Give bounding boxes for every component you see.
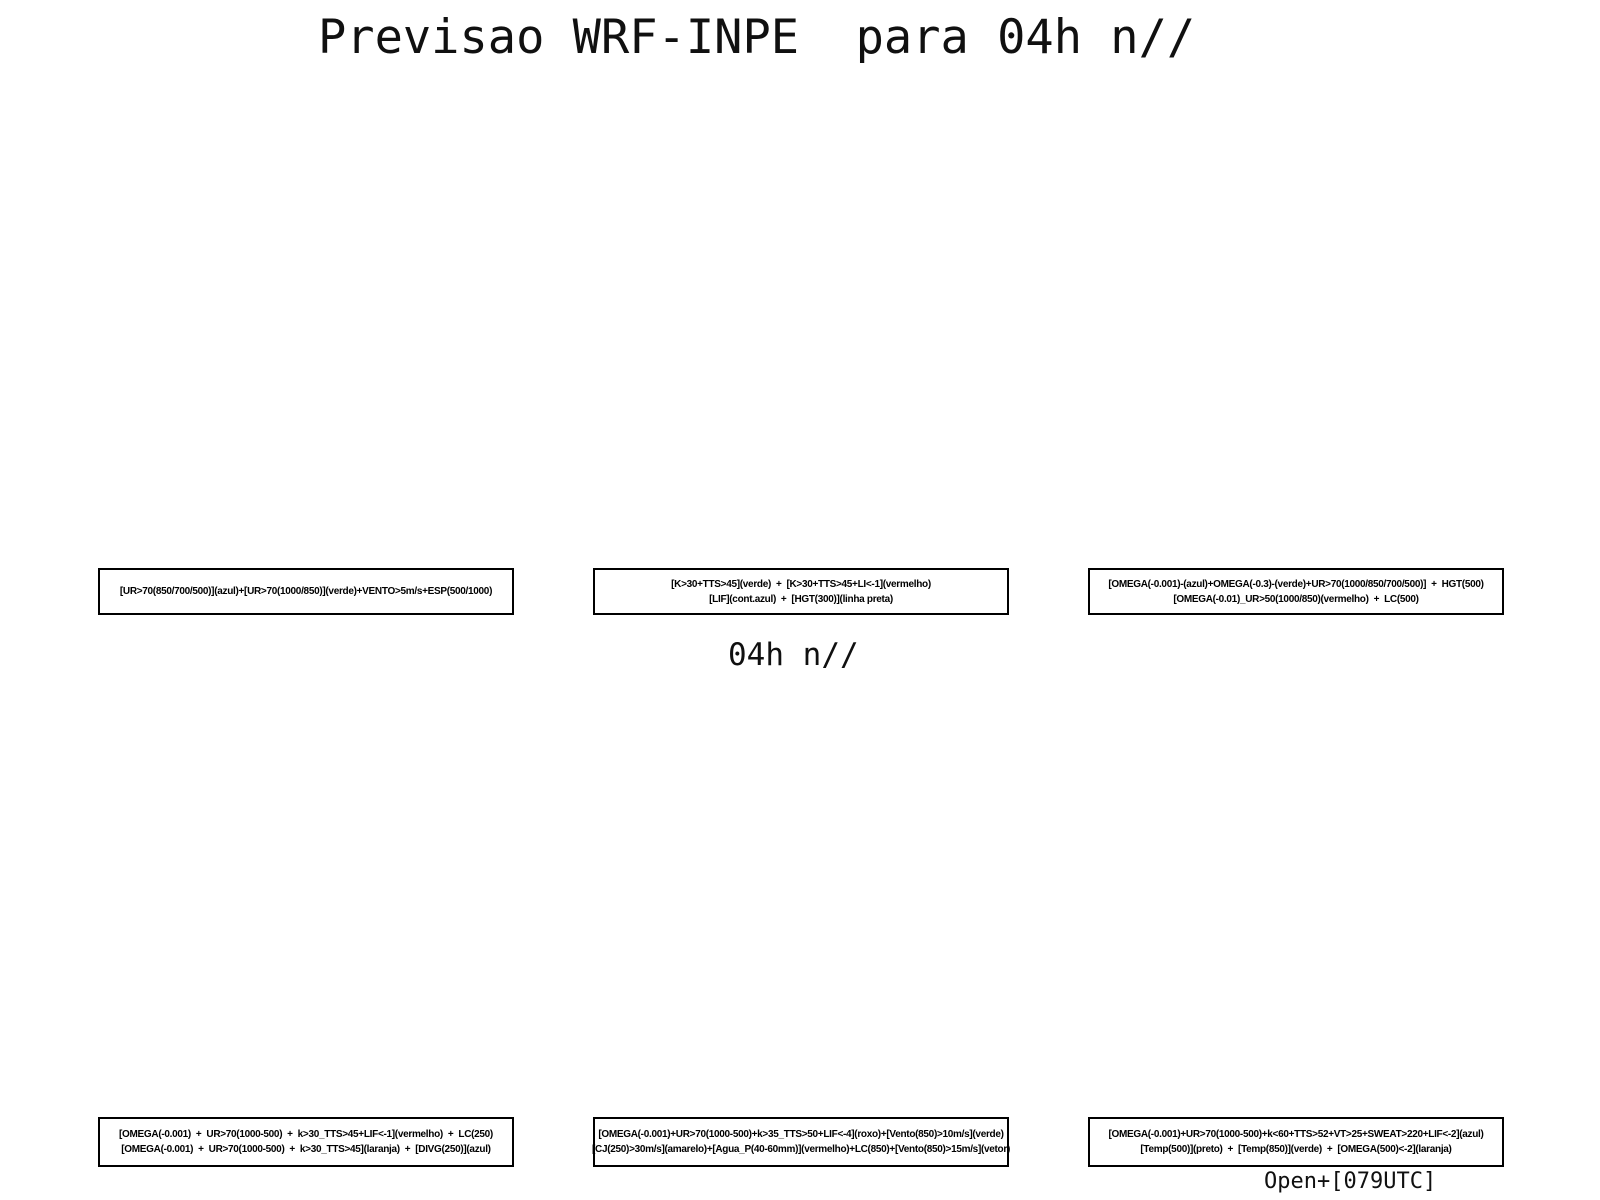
legend-box-top-right bbox=[1088, 568, 1504, 615]
legend-text: [OMEGA(-0.01)_UR>50(1000/850)(vermelho) + LC(500) bbox=[1173, 593, 1419, 605]
legend-text: [UR>70(850/700/500)](azul)+[UR>70(1000/850)](verde)+VENTO>5m/s+ESP(500/1000) bbox=[119, 586, 493, 597]
center-time-label: 04h n// bbox=[728, 637, 859, 673]
legend-box-bottom-left bbox=[98, 1117, 514, 1167]
legend-text: [OMEGA(-0.001) + UR>70(1000-500) + k>30_TTS>45](laranja) + [DIVG(250)](azul) bbox=[121, 1144, 491, 1155]
legend-box-top-middle bbox=[593, 568, 1009, 615]
legend-text: [Temp(500)](preto) + [Temp(850)](verde) + [OMEGA(500)<-2](laranja) bbox=[1140, 1144, 1452, 1155]
legend-text: [OMEGA(-0.001)+UR>70(1000-500)+k>35_TTS>50+LIF<-4](roxo)+[Vento(850)>10m/s](verde) bbox=[598, 1129, 1004, 1140]
legend-text: [K>30+TTS>45](verde) + [K>30+TTS>45+LI<-1](vermelho) bbox=[671, 578, 931, 590]
legend-box-bottom-right bbox=[1088, 1117, 1504, 1167]
legend-text: [OMEGA(-0.001)-(azul)+OMEGA(-0.3)-(verde)+UR>70(1000/850/700/500)] + HGT(500) bbox=[1108, 578, 1484, 590]
footer-open-label: Open+[079UTC] bbox=[1264, 1169, 1437, 1194]
legend-text: [CJ(250)>30m/s](amarelo)+[Agua_P(40-60mm)](vermelho)+LC(850)+[Vento(850)>15m/s](vetor) bbox=[592, 1144, 1010, 1155]
legend-text: [OMEGA(-0.001) + UR>70(1000-500) + k>30_TTS>45+LIF<-1](vermelho) + LC(250) bbox=[119, 1129, 493, 1140]
legend-text: [OMEGA(-0.001)+UR>70(1000-500)+k<60+TTS>52+VT>25+SWEAT>220+LIF<-2](azul) bbox=[1108, 1129, 1484, 1140]
page-title: Previsao WRF-INPE para 04h n// bbox=[318, 10, 1196, 65]
legend-box-bottom-middle bbox=[593, 1117, 1009, 1167]
legend-text: [LIF](cont.azul) + [HGT(300)](linha preta) bbox=[709, 593, 893, 605]
legend-box-top-left bbox=[98, 568, 514, 615]
